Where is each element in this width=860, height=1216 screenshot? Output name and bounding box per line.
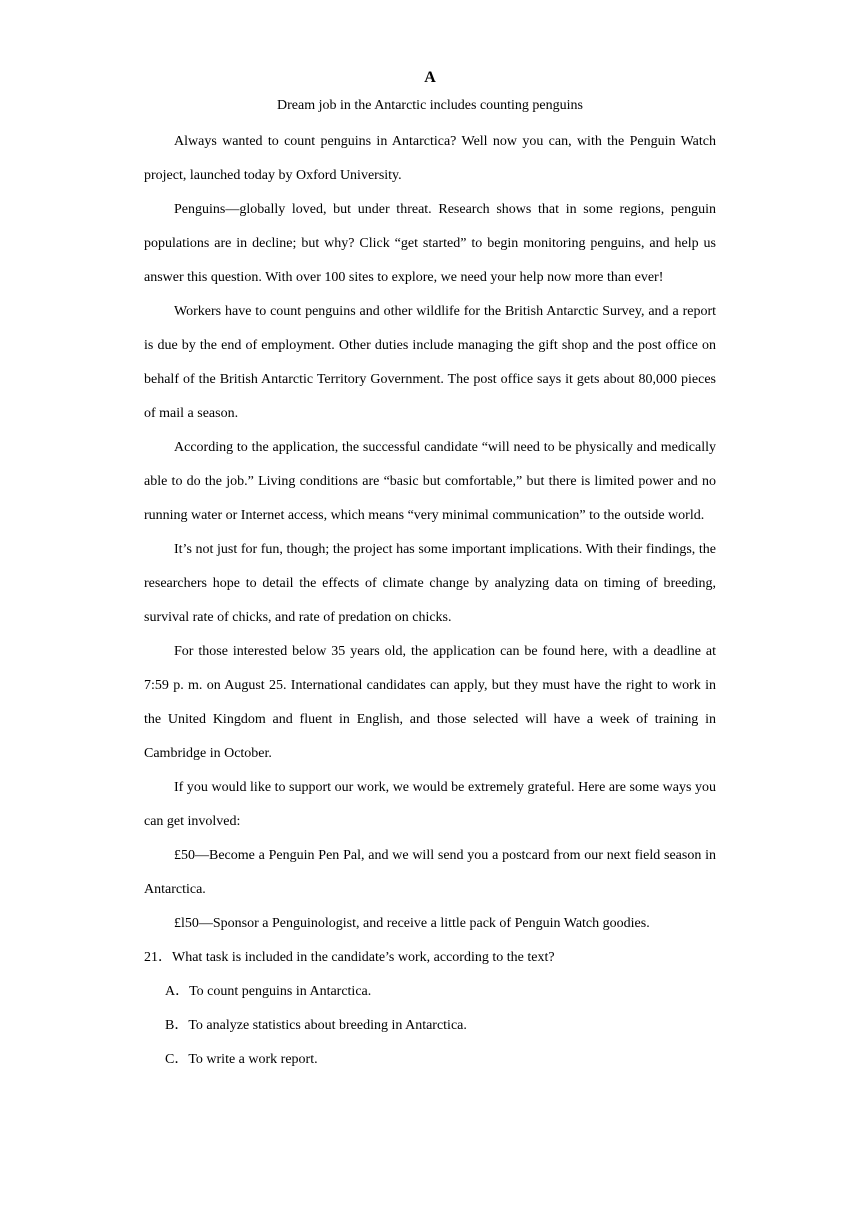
paragraph-2: Penguins—globally loved, but under threat. Research shows that in some regions, penguin populations are in decline; but why? Click “get started” to begin monitoring penguins, and help us answer this question. With over 100 sites to explore, we need your help now more than ever! — [144, 202, 716, 285]
paragraph-4: According to the application, the successful candidate “will need to be physically and medically able to do the job.” Living conditions are “basic but comfortable,” but there is limited power and no running water or Internet access, which means “very minimal communication” to the outside world. — [144, 440, 716, 523]
question-21: 21．What task is included in the candidate’s work, according to the text? — [144, 950, 555, 965]
option-a: A．To count penguins in Antarctica. — [165, 984, 372, 999]
option-b: B．To analyze statistics about breeding in Antarctica. — [165, 1018, 467, 1033]
paragraph-9: £l50—Sponsor a Penguinologist, and receive a little pack of Penguin Watch goodies. — [174, 916, 650, 931]
paragraph-1: Always wanted to count penguins in Antarctica? Well now you can, with the Penguin Watch project, launched today by Oxford University. — [144, 134, 716, 183]
section-letter: A — [424, 69, 436, 86]
option-c: C．To write a work report. — [165, 1052, 318, 1067]
paragraph-5: It’s not just for fun, though; the project has some important implications. With their findings, the researchers hope to detail the effects of climate change by analyzing data on timing of breeding, survival rate of chicks, and rate of predation on chicks. — [144, 542, 716, 625]
article-title: Dream job in the Antarctic includes counting penguins — [277, 98, 583, 113]
paragraph-8: £50—Become a Penguin Pen Pal, and we will send you a postcard from our next field season in Antarctica. — [144, 848, 716, 897]
paragraph-7: If you would like to support our work, we would be extremely grateful. Here are some ways you can get involved: — [144, 780, 716, 829]
paragraph-3: Workers have to count penguins and other wildlife for the British Antarctic Survey, and a report is due by the end of employment. Other duties include managing the gift shop and the post office on behalf of the British Antarctic Territory Government. The post office says it gets about 80,000 pieces of mail a season. — [144, 304, 716, 421]
document-page — [144, 64, 716, 1077]
paragraph-6: For those interested below 35 years old, the application can be found here, with a deadline at 7:59 p. m. on August 25. International candidates can apply, but they must have the right to work in the United Kingdom and fluent in English, and those selected will have a week of training in Cambridge in October. — [144, 644, 716, 761]
